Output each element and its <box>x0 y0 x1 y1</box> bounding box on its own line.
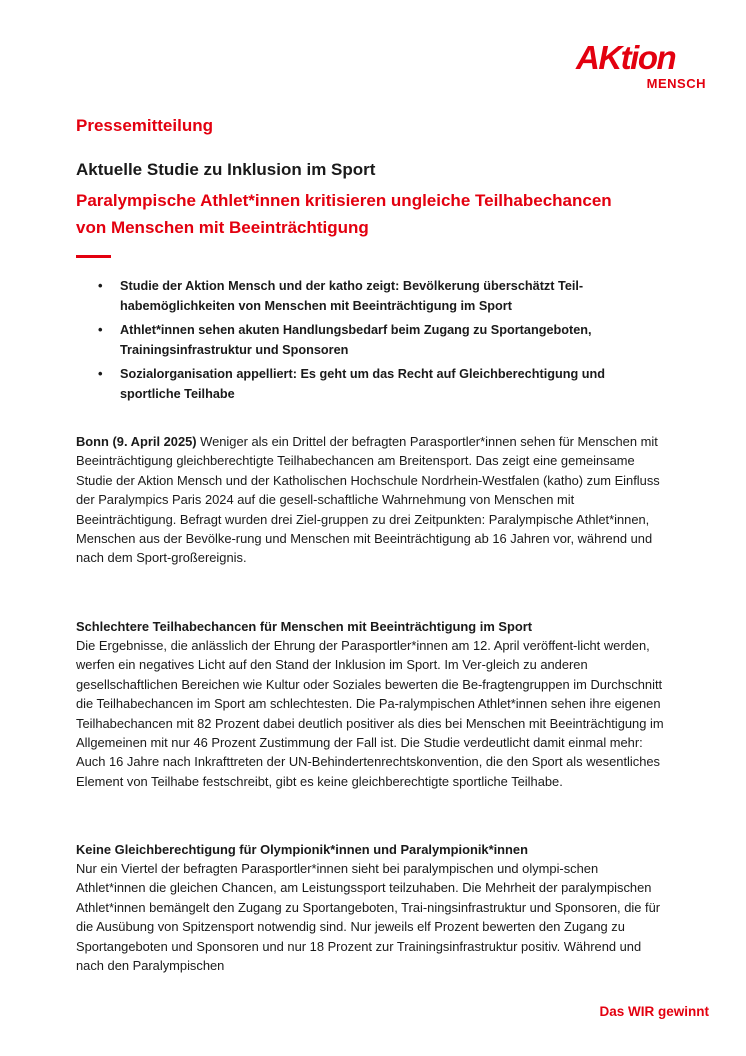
logo-wordmark: AKtion <box>576 39 676 76</box>
list-item: • Studie der Aktion Mensch und der katho zeigt: Bevölkerung überschätzt Teil-habemöglichkeiten von Menschen mit Beeinträchtigung im Sport <box>98 278 584 313</box>
bullet-icon: • <box>98 366 103 381</box>
intro-paragraph <box>76 432 666 568</box>
bullet-icon: • <box>98 322 103 337</box>
section-heading: Keine Gleichberechtigung für Olympionik*innen und Paralympionik*innen <box>76 842 528 857</box>
section-heading: Schlechtere Teilhabechancen für Menschen mit Beeinträchtigung im Sport <box>76 619 533 634</box>
list-item: • Sozialorganisation appelliert: Es geht um das Recht auf Gleichberechtigung und sportliche Teilhabe <box>98 366 606 401</box>
accent-divider <box>76 255 111 258</box>
footer-slogan: Das WIR gewinnt <box>599 1004 709 1019</box>
logo-subline: MENSCH <box>646 76 706 91</box>
list-item: • Athlet*innen sehen akuten Handlungsbedarf beim Zugang zu Sportangeboten, Trainingsinfrastruktur und Sponsoren <box>98 322 592 357</box>
page-title: Aktuelle Studie zu Inklusion im Sport <box>76 160 376 179</box>
aktion-mensch-logo <box>576 40 708 96</box>
dateline: Bonn (9. April 2025) <box>76 434 197 449</box>
key-points-list <box>76 276 666 408</box>
bullet-icon: • <box>98 278 103 293</box>
document-kicker: Pressemitteilung <box>76 116 213 135</box>
page-subtitle: Paralympische Athlet*innen kritisieren ungleiche Teilhabechancen von Menschen mit Beeinträchtigung <box>76 191 612 237</box>
section-paragraph: Nur ein Viertel der befragten Parasportler*innen sieht bei paralympischen und olympi-schen Athlet*innen die gleichen Chancen, am Leistungssport teilzuhaben. Die Mehrheit der paralympischen Athlet*innen bemängelt den Zugang zu Sportangeboten, Trai-ningsinfrastruktur und Sponsoren, die für die Ausübung von Spitzensport notwendig sind. Nur jeweils elf Prozent bewerten den Zugang zu Sportangeboten und Sponsoren und nur 18 Prozent zur Trainingsinfrastruktur positiv. Während und nach den Paralympischen <box>76 861 661 974</box>
intro-text: Weniger als ein Drittel der befragten Parasportler*innen sehen für Menschen mit Beeinträchtigung gleichberechtigte Teilhabechancen am Breitensport. Das zeigt eine gemeinsame Studie der Aktion Mensch und der Katholischen Hochschule Nordrhein-Westfalen (katho) zum Einfluss der Paralympics Paris 2024 auf die gesell-schaftliche Wahrnehmung von Menschen mit Beeinträchtigung. Befragt wurden drei Ziel-gruppen zu drei Zeitpunkten: Paralympische Athlet*innen, Menschen aus der Bevölke-rung und Menschen mit Beeinträchtigung ab 16 Jahren vor, während und nach dem Sport-großereignis. <box>76 434 660 566</box>
section-paragraph: Die Ergebnisse, die anlässlich der Ehrung der Parasportler*innen am 12. April veröffent-licht werden, werfen ein negatives Licht auf den Stand der Inklusion im Sport. Im Ver-gleich zu anderen gesellschaftlichen Bereichen wie Kultur oder Soziales bewerten die Be-fragtengruppen im Durchschnitt die Teilhabechancen im Sport am schlechtesten. Die Pa-ralympischen Athlet*innen sehen ihre eigenen Teilhabechancen mit 82 Prozent dabei deutlich positiver als dies bei Menschen mit Beeinträchtigung im Allgemeinen mit nur 46 Prozent Zustimmung der Fall ist. Die Studie verdeutlicht damit einmal mehr: Auch 16 Jahre nach Inkrafttreten der UN-Behindertenrechtskonvention, die den Sport als wesentliches Element von Teilhabe festschreibt, gibt es keine gleichberechtigte sportliche Teilhabe. <box>76 638 664 789</box>
